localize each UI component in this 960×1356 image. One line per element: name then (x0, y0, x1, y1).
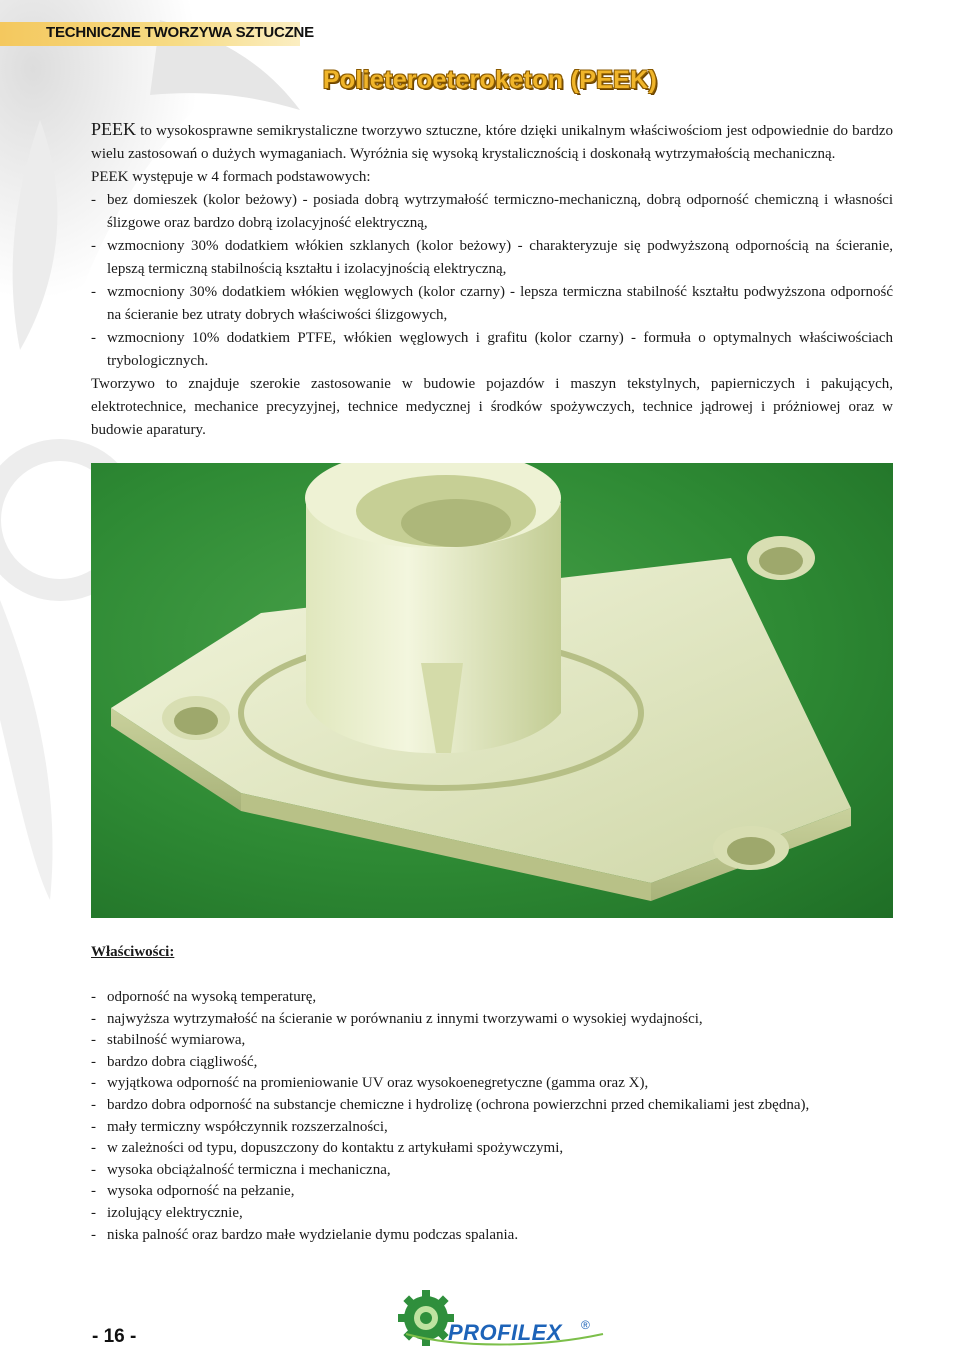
list-item-text: wzmocniony 10% dodatkiem PTFE, włókien węglowych i grafitu (kolor czarny) - formuła o optymalnych właściwościach trybologicznych. (107, 330, 893, 369)
list-item-text: wzmocniony 30% dodatkiem włókien węglowych (kolor czarny) - lepsza termiczna stabilność kształtu podwyższona odporność na ścieranie bez utraty dobrych właściwości ślizgowych, (107, 284, 893, 323)
list-item-text: wysoka obciążalność termiczna i mechaniczna, (107, 1161, 391, 1178)
list-item: - niska palność oraz bardzo małe wydzielanie dymu podczas spalania. (91, 1226, 519, 1243)
list-item: - mały termiczny współczynnik rozszerzalności, (91, 1118, 388, 1135)
properties-list (91, 987, 893, 1246)
list-item-text: stabilność wymiarowa, (107, 1032, 246, 1049)
applications-paragraph: Tworzywo to znajduje szerokie zastosowanie w budowie pojazdów i maszyn tekstylnych, papierniczych i pakujących, elektrotechnice, mechanice precyzyjnej, technice medycznej i środków spożywczych, technice jądrowej i próżniowej oraz w budowie aparatury. (91, 376, 893, 438)
list-item: - wysoka obciążalność termiczna i mechaniczna, (91, 1161, 391, 1178)
brand-logo-text: PROFILEX (448, 1320, 563, 1345)
list-item: - izolujący elektrycznie, (91, 1204, 243, 1221)
properties-title: Właściwości: (91, 944, 175, 960)
list-item-text: bardzo dobra ciągliwość, (107, 1053, 258, 1070)
list-item-text: izolujący elektrycznie, (107, 1204, 243, 1221)
properties-section (91, 987, 893, 1246)
list-item: - wyjątkowa odporność na promieniowanie UV oraz wysokoenegretyczne (gamma oraz X), (91, 1075, 649, 1092)
list-item-text: wysoka odporność na pełzanie, (107, 1183, 295, 1200)
list-item: - bardzo dobra ciągliwość, (91, 1053, 258, 1070)
list-item: - wzmocniony 10% dodatkiem PTFE, włókien węglowych i grafitu (kolor czarny) - formuła o optymalnych właściwościach trybologicznych. (91, 330, 893, 369)
list-item: - bardzo dobra odporność na substancje chemiczne i hydrolizę (ochrona powierzchni przed chemikaliami jest zbędna), (91, 1096, 810, 1113)
list-item: - wzmocniony 30% dodatkiem włókien szklanych (kolor beżowy) - charakteryzuje się podwyższoną odpornością na ścieranie, lepszą termiczną stabilnością kształtu i izolacyjnością elektryczną, (91, 238, 893, 277)
registered-mark: ® (581, 1318, 590, 1332)
list-item: - wysoka odporność na pełzanie, (91, 1183, 295, 1200)
list-item: - wzmocniony 30% dodatkiem włókien węglowych (kolor czarny) - lepsza termiczna stabilność kształtu podwyższona odporność na ścieranie bez utraty dobrych właściwości ślizgowych, (91, 284, 893, 323)
section-title: TECHNICZNE TWORZYWA SZTUCZNE (46, 24, 314, 41)
list-item-text: bardzo dobra odporność na substancje chemiczne i hydrolizę (ochrona powierzchni przed chemikaliami jest zbędna), (107, 1096, 810, 1113)
list-item-text: niska palność oraz bardzo małe wydzielanie dymu podczas spalania. (107, 1226, 519, 1243)
list-item: - bez domieszek (kolor beżowy) - posiada dobrą wytrzymałość termiczno-mechaniczną, dobrą odporność chemiczną i własności ślizgowe oraz bardzo dobrą izolacyjność elektryczną, (91, 192, 893, 231)
list-item: - w zależności od typu, dopuszczony do kontaktu z artykułami spożywczymi, (91, 1140, 564, 1157)
page-title: Polieteroeteroketon (PEEK) (322, 66, 658, 94)
peek-part-illustration (91, 463, 893, 918)
list-item-text: wyjątkowa odporność na promieniowanie UV oraz wysokoenegretyczne (gamma oraz X), (107, 1075, 649, 1092)
product-photo (91, 463, 893, 918)
intro-paragraph (91, 118, 893, 166)
intro-lead: PEEK (91, 119, 136, 139)
list-item-text: bez domieszek (kolor beżowy) - posiada dobrą wytrzymałość termiczno-mechaniczną, dobrą odporność chemiczną i własności ślizgowe oraz bardzo dobrą izolacyjność elektryczną, (107, 192, 893, 231)
list-item: - najwyższa wytrzymałość na ścieranie w porównaniu z innymi tworzywami o wysokiej wydajności, (91, 1010, 703, 1027)
forms-heading: PEEK występuje w 4 formach podstawowych: (91, 169, 371, 185)
page-number: - 16 - (92, 1326, 137, 1347)
list-item-text: mały termiczny współczynnik rozszerzalności, (107, 1118, 388, 1135)
intro-text: to wysokosprawne semikrystaliczne tworzywo sztuczne, które dzięki unikalnym właściwościom jest odpowiednie do bardzo wielu zastosowań o dużych wymaganiach. Wyróżnia się wysoką krystalicznością i doskonałą wytrzymałością mechaniczną. (91, 123, 893, 162)
list-item-text: w zależności od typu, dopuszczony do kontaktu z artykułami spożywczymi, (107, 1140, 564, 1157)
list-item-text: wzmocniony 30% dodatkiem włókien szklanych (kolor beżowy) - charakteryzuje się podwyższoną odpornością na ścieranie, lepszą termiczną stabilnością kształtu i izolacyjnością elektryczną, (107, 238, 893, 277)
main-content (91, 118, 893, 442)
list-item: - stabilność wymiarowa, (91, 1032, 246, 1049)
list-item-text: najwyższa wytrzymałość na ścieranie w porównaniu z innymi tworzywami o wysokiej wydajności, (107, 1010, 703, 1027)
list-item: - odporność na wysoką temperaturę, (91, 989, 317, 1005)
list-item-text: odporność na wysoką temperaturę, (107, 989, 317, 1005)
forms-list (91, 189, 893, 373)
